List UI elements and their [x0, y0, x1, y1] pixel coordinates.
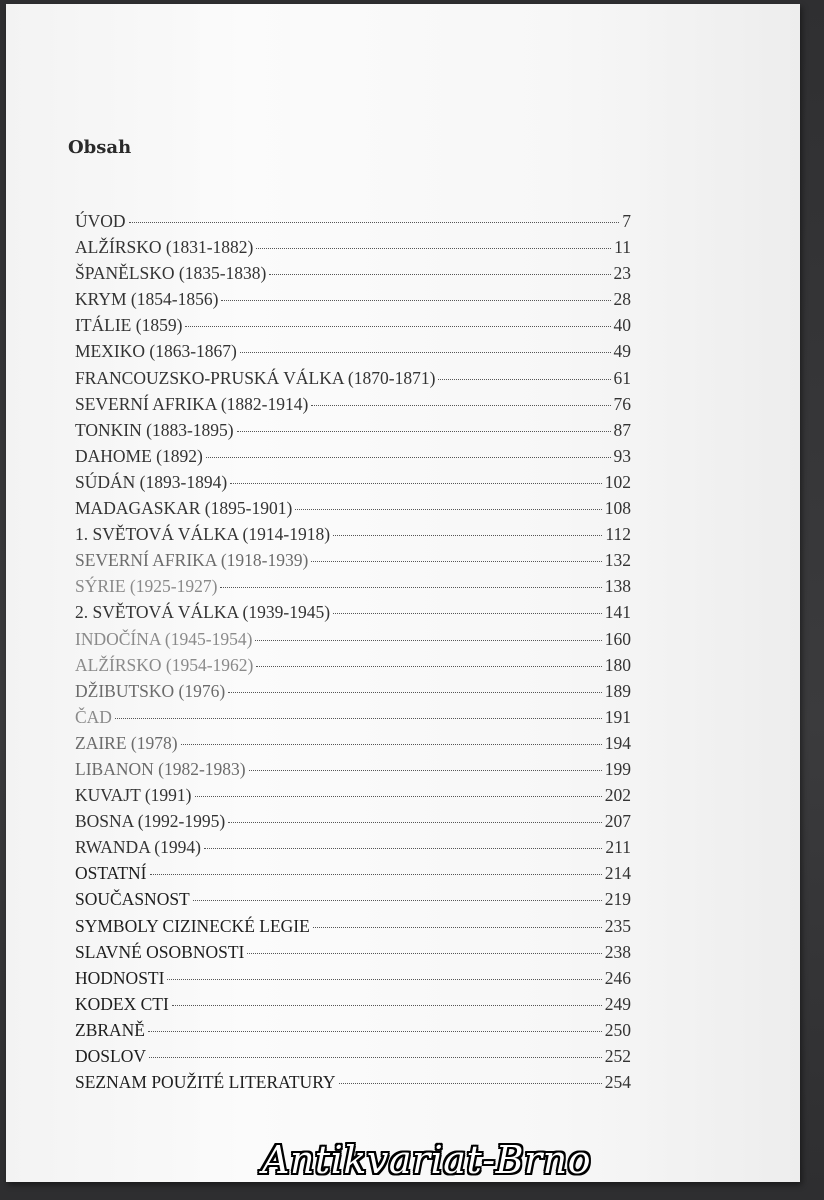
toc-entry-title: ŠPANĚLSKO (1835-1838): [75, 263, 267, 284]
toc-entry-title: ÚVOD: [75, 211, 126, 231]
toc-entry-title: SEVERNÍ AFRIKA (1918-1939): [75, 550, 309, 571]
dot-leader: [249, 769, 602, 771]
dot-leader: [115, 717, 602, 719]
page-title: Obsah: [68, 137, 132, 158]
dot-leader: [255, 639, 601, 641]
toc-entry: [75, 913, 631, 939]
toc-entry-title: KUVAJT (1991): [75, 785, 192, 806]
toc-entry-title: MADAGASKAR (1895-1901): [75, 498, 293, 519]
toc-entry-page: 11: [614, 237, 631, 258]
toc-entry: [75, 886, 631, 912]
toc-entry: [75, 626, 631, 652]
dot-leader: [230, 482, 602, 484]
watermark-logo: Antikvariat-Brno: [262, 1138, 592, 1182]
toc-entry-page: 249: [604, 993, 631, 1014]
toc-entry-page: 252: [604, 1046, 631, 1066]
dot-leader: [193, 899, 602, 901]
toc-entry-title: SÝRIE (1925-1927): [75, 576, 218, 597]
toc-entry: [75, 521, 631, 547]
table-of-contents: [75, 208, 631, 1095]
toc-entry: [75, 469, 631, 495]
toc-entry-title: ZAIRE (1978): [75, 732, 178, 753]
toc-entry: [75, 338, 631, 364]
toc-entry-page: 211: [605, 837, 631, 858]
dot-leader: [181, 743, 602, 745]
toc-entry-title: DŽIBUTSKO (1976): [75, 680, 226, 701]
toc-entry: [75, 1043, 631, 1069]
toc-entry: [75, 991, 631, 1017]
toc-entry-title: ALŽÍRSKO (1831-1882): [75, 237, 254, 258]
dot-leader: [148, 1030, 602, 1032]
dot-leader: [220, 586, 601, 588]
toc-entry-page: 108: [604, 498, 631, 519]
toc-entry-title: FRANCOUZSKO-PRUSKÁ VÁLKA (1870-1871): [75, 367, 436, 388]
toc-entry-page: 214: [604, 863, 631, 884]
toc-entry-page: 132: [604, 550, 631, 571]
dot-leader: [333, 534, 602, 536]
toc-entry-title: 2. SVĚTOVÁ VÁLKA (1939-1945): [75, 602, 331, 623]
dot-leader: [185, 325, 610, 327]
toc-entry-title: SLAVNÉ OSOBNOSTI: [75, 941, 245, 962]
dot-leader: [256, 247, 611, 249]
dot-leader: [313, 926, 602, 928]
toc-entry-page: 61: [613, 367, 631, 388]
toc-entry: [75, 1017, 631, 1043]
toc-entry: [75, 965, 631, 991]
toc-entry: [75, 834, 631, 860]
dot-leader: [228, 821, 602, 823]
toc-entry-page: 238: [604, 941, 631, 962]
toc-entry-title: DAHOME (1892): [75, 445, 203, 466]
toc-entry-title: SÚDÁN (1893-1894): [75, 471, 228, 492]
toc-entry-title: SEZNAM POUŽITÉ LITERATURY: [75, 1072, 336, 1093]
toc-entry-page: 40: [613, 315, 631, 336]
dot-leader: [333, 612, 602, 614]
toc-entry-page: 219: [604, 889, 631, 910]
toc-entry: [75, 756, 631, 782]
toc-entry-title: 1. SVĚTOVÁ VÁLKA (1914-1918): [75, 524, 331, 545]
toc-entry-page: 112: [605, 524, 631, 545]
toc-entry: [75, 495, 631, 521]
toc-entry-title: LIBANON (1982-1983): [75, 758, 246, 779]
toc-entry-page: 207: [604, 811, 631, 832]
dot-leader: [256, 665, 601, 667]
toc-entry: [75, 573, 631, 599]
toc-entry-page: 102: [604, 471, 631, 492]
dot-leader: [438, 378, 610, 380]
toc-entry-page: 235: [604, 915, 631, 936]
toc-entry-title: KRYM (1854-1856): [75, 289, 219, 310]
dot-leader: [237, 430, 611, 432]
dot-leader: [204, 847, 602, 849]
toc-entry-title: SYMBOLY CIZINECKÉ LEGIE: [75, 915, 310, 936]
toc-entry: [75, 260, 631, 286]
dot-leader: [295, 508, 601, 510]
toc-entry: [75, 208, 631, 234]
dot-leader: [149, 1056, 602, 1058]
toc-entry: [75, 860, 631, 886]
toc-entry-title: HODNOSTI: [75, 967, 165, 988]
toc-entry-page: 28: [613, 289, 631, 310]
toc-entry: [75, 365, 631, 391]
toc-entry: [75, 939, 631, 965]
dot-leader: [339, 1082, 602, 1084]
toc-entry-page: 250: [604, 1019, 631, 1040]
toc-entry-page: 180: [604, 654, 631, 675]
dot-leader: [311, 560, 601, 562]
dot-leader: [172, 1004, 602, 1006]
toc-entry-page: 7: [622, 211, 631, 231]
toc-entry: [75, 547, 631, 573]
toc-entry-title: ITÁLIE (1859): [75, 315, 183, 336]
dot-leader: [247, 952, 601, 954]
toc-entry-page: 194: [604, 732, 631, 753]
toc-entry-page: 199: [604, 758, 631, 779]
dot-leader: [167, 978, 601, 980]
toc-entry-title: RWANDA (1994): [75, 837, 201, 858]
toc-entry-title: ČAD: [75, 706, 112, 727]
toc-entry-page: 93: [613, 445, 631, 466]
book-page: [6, 4, 800, 1182]
dot-leader: [150, 873, 602, 875]
toc-entry-page: 76: [613, 393, 631, 414]
toc-entry-title: KODEX CTI: [75, 993, 169, 1014]
toc-entry: [75, 312, 631, 338]
toc-entry-title: TONKIN (1883-1895): [75, 419, 234, 440]
toc-entry-page: 189: [604, 680, 631, 701]
toc-entry-title: INDOČÍNA (1945-1954): [75, 628, 253, 649]
toc-entry-page: 246: [604, 967, 631, 988]
dot-leader: [228, 691, 602, 693]
toc-entry-title: BOSNA (1992-1995): [75, 811, 226, 832]
toc-entry: [75, 652, 631, 678]
toc-entry-title: DOSLOV: [75, 1046, 146, 1066]
toc-entry: [75, 678, 631, 704]
toc-entry-page: 202: [604, 785, 631, 806]
toc-entry: [75, 704, 631, 730]
toc-entry: [75, 286, 631, 312]
toc-entry-page: 191: [604, 706, 631, 727]
toc-entry: [75, 782, 631, 808]
dot-leader: [206, 456, 611, 458]
toc-entry: [75, 391, 631, 417]
toc-entry-title: SEVERNÍ AFRIKA (1882-1914): [75, 393, 309, 414]
dot-leader: [269, 273, 610, 275]
toc-entry-page: 160: [604, 628, 631, 649]
toc-entry-title: MEXIKO (1863-1867): [75, 341, 237, 362]
toc-entry: [75, 443, 631, 469]
toc-entry: [75, 234, 631, 260]
toc-entry-page: 254: [604, 1072, 631, 1093]
toc-entry-title: OSTATNÍ: [75, 863, 147, 884]
toc-entry-page: 23: [613, 263, 631, 284]
dot-leader: [311, 404, 610, 406]
toc-entry: [75, 808, 631, 834]
toc-entry-page: 138: [604, 576, 631, 597]
toc-entry-title: ZBRANĚ: [75, 1019, 145, 1040]
toc-entry-page: 87: [613, 419, 631, 440]
toc-entry-page: 49: [613, 341, 631, 362]
dot-leader: [221, 299, 610, 301]
toc-entry-title: SOUČASNOST: [75, 889, 190, 910]
dot-leader: [129, 221, 620, 223]
toc-entry-page: 141: [604, 602, 631, 623]
toc-entry: [75, 599, 631, 625]
toc-entry: [75, 1069, 631, 1095]
dot-leader: [240, 351, 611, 353]
toc-entry: [75, 417, 631, 443]
toc-entry-title: ALŽÍRSKO (1954-1962): [75, 654, 254, 675]
toc-entry: [75, 730, 631, 756]
dot-leader: [195, 795, 602, 797]
